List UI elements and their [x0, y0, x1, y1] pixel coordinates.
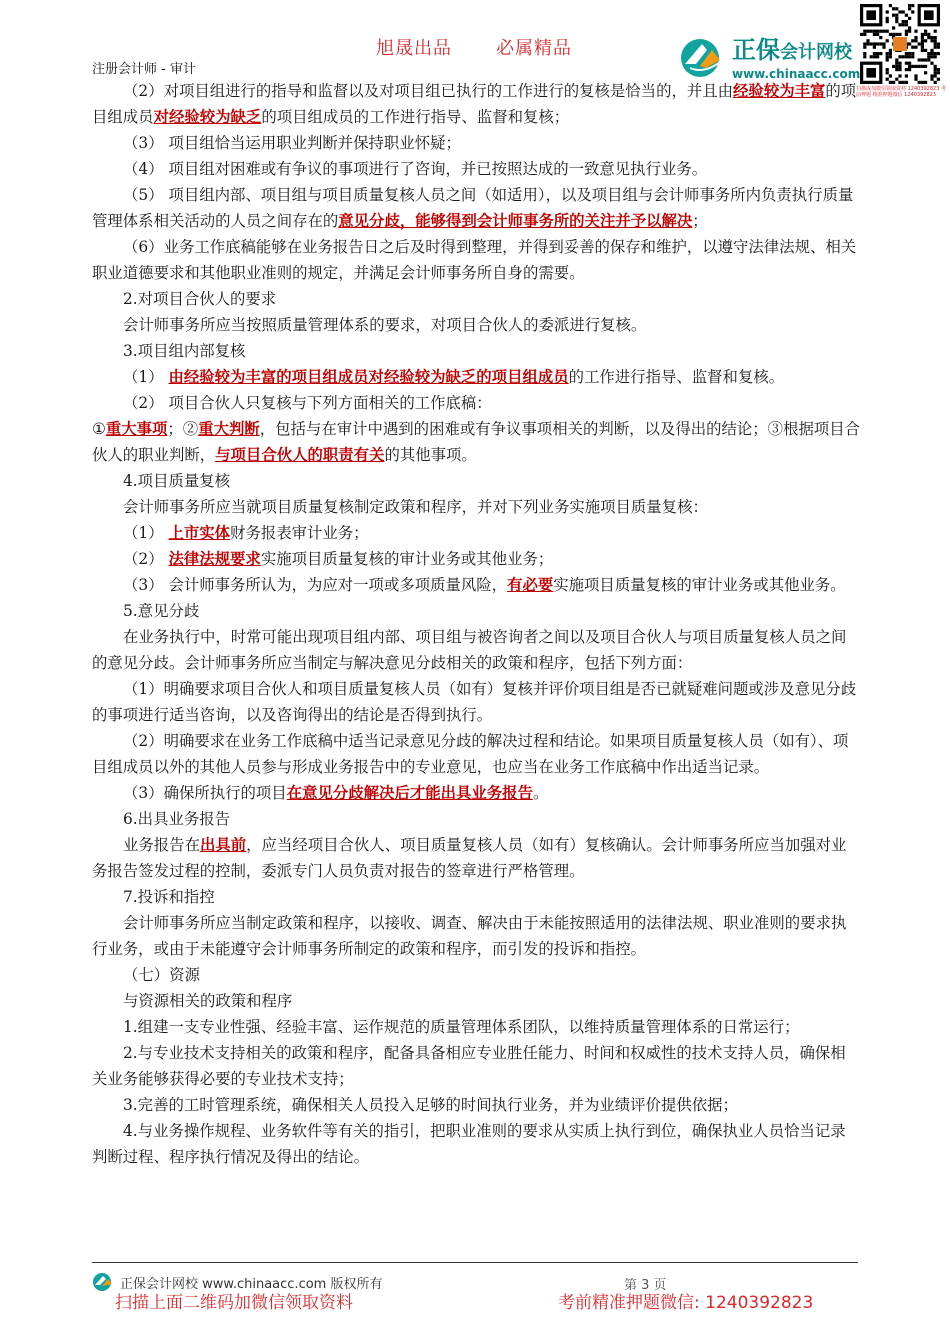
paragraph [92, 416, 860, 468]
text-run: 会计师事务所应当制定政策和程序，以接收、调查、解决由于未能按照适用的法律法规、职业准则的要求执行业务，或由于未能遵守会计师事务所制定的政策和程序，而引发的投诉和指控。 [92, 914, 847, 958]
text-run: 会计师事务所应当就项目质量复核制定政策和程序，并对下列业务实施项目质量复核： [123, 498, 708, 516]
highlighted-term: 在意见分歧解决后才能出具业务报告 [286, 784, 533, 802]
text-run: （3）确保所执行的项目 [123, 784, 287, 802]
text-run: 财务报表审计业务； [230, 524, 369, 542]
highlighted-term: 重大判断 [198, 420, 260, 438]
paragraph [92, 520, 860, 546]
text-run: 6.出具业务报告 [123, 810, 231, 828]
highlighted-term: 与项目合伙人的职责有关 [215, 446, 385, 464]
paragraph [92, 988, 860, 1014]
paragraph [92, 312, 860, 338]
text-run: 3.完善的工时管理系统，确保相关人员投入足够的时间执行业务，并为业绩评价提供依据； [123, 1096, 738, 1114]
text-run: （4） 项目组对困难或有争议的事项进行了咨询，并已按照达成的一致意见执行业务。 [123, 160, 708, 178]
text-run: （1） [123, 524, 169, 542]
footer-logo-icon [92, 1272, 114, 1292]
text-run: （5） 项目组内部、项目组与项目质量复核人员之间（如适用），以及项目组与会计师事务所内负责执行质量管理体系相关活动的人员之间存在的 [92, 186, 854, 230]
text-run: 实施项目质量复核的审计业务或其他业务。 [553, 576, 846, 594]
paragraph [92, 494, 860, 520]
text-run: （1） [123, 368, 169, 386]
banner-left: 旭晟出品 [376, 38, 452, 59]
page-number: 第 3 页 [624, 1278, 667, 1293]
text-run: ； [692, 212, 708, 230]
highlighted-term: 对经验较为缺乏 [153, 108, 262, 126]
text-run: 2.与专业技术支持相关的政策和程序，配备具备相应专业胜任能力、时间和权威性的技术支持人员，确保相关业务能够获得必要的专业技术支持； [92, 1044, 846, 1088]
text-run: ；② [167, 420, 199, 438]
paragraph [92, 1040, 860, 1092]
text-run: 实施项目质量复核的审计业务或其他业务； [260, 550, 554, 568]
paragraph [92, 910, 860, 962]
footer-copyright: 正保会计网校 www.chinaacc.com 版权所有 [120, 1276, 383, 1292]
highlighted-term: 经验较为丰富 [733, 82, 826, 100]
paragraph [92, 156, 860, 182]
paragraph [92, 1014, 860, 1040]
text-run: 的工作进行指导、监督和复核。 [568, 368, 785, 386]
text-run: ① [92, 420, 106, 438]
text-run: ，应当经项目合伙人、项目质量复核人员（如有）复核确认。会计师事务所应当加强对业务报告签发过程的控制，委派专门人员负责对报告的签章进行严格管理。 [92, 836, 847, 880]
paragraph [92, 884, 860, 910]
text-run: 3.项目组内部复核 [123, 342, 246, 360]
paragraph [92, 676, 860, 728]
text-run: 的项目组成员的工作进行指导、监督和复核； [261, 108, 570, 126]
paragraph [92, 598, 860, 624]
logo-name-big: 正保 [732, 36, 780, 64]
text-run: （3） 会计师事务所认为，为应对一项或多项质量风险， [123, 576, 508, 594]
highlighted-term: 意见分歧，能够得到会计师事务所的关注并予以解决 [338, 212, 693, 230]
banner-right: 必属精品 [496, 38, 572, 59]
text-run: （3） 项目组恰当运用职业判断并保持职业怀疑； [123, 134, 461, 152]
text-run: （2） [123, 550, 169, 568]
text-run: 4.与业务操作规程、业务软件等有关的指引，把职业准则的要求从实质上执行到位，确保执业人员恰当记录判断过程、程序执行情况及得出的结论。 [92, 1122, 846, 1166]
document-body [92, 78, 860, 1170]
course-title: 注册会计师 - 审计 [92, 62, 196, 77]
text-run: （2）对项目组进行的指导和监督以及对项目组已执行的工作进行的复核是恰当的，并且由 [123, 82, 734, 100]
paragraph [92, 286, 860, 312]
text-run: 的项目组成员 [92, 82, 857, 126]
paragraph [92, 962, 860, 988]
text-run: （七）资源 [123, 966, 200, 984]
paragraph [92, 546, 860, 572]
paragraph [92, 572, 860, 598]
paragraph [92, 728, 860, 780]
paragraph [92, 1092, 860, 1118]
logo-url: www.chinaacc.com [732, 67, 861, 81]
highlighted-term: 有必要 [507, 576, 554, 594]
paragraph [92, 1118, 860, 1170]
text-run: 5.意见分歧 [123, 602, 200, 620]
promo-right: 考前精准押题微信: 1240392823 [558, 1293, 814, 1313]
paragraph [92, 806, 860, 832]
paragraph [92, 234, 860, 286]
highlighted-term: 法律法规要求 [168, 550, 261, 568]
text-run: 7.投诉和指控 [123, 888, 215, 906]
logo-name-small: 会计网校 [780, 42, 852, 63]
highlighted-term: 由经验较为丰富的项目组成员对经验较为缺乏的项目组成员 [168, 368, 569, 386]
promo-left: 扫描上面二维码加微信领取资料 [115, 1293, 353, 1313]
qr-code-icon [860, 4, 940, 84]
text-run: 与资源相关的政策和程序 [123, 992, 293, 1010]
text-run: （2） 项目合伙人只复核与下列方面相关的工作底稿： [123, 394, 492, 412]
text-run: 。 [532, 784, 549, 802]
text-run: 的其他事项。 [384, 446, 477, 464]
text-run: 在业务执行中，时常可能出现项目组内部、项目组与被咨询者之间以及项目合伙人与项目质量复核人员之间的意见分歧。会计师事务所应当制定与解决意见分歧相关的政策和程序，包括下列方面： [92, 628, 847, 672]
footer-divider [92, 1262, 858, 1263]
highlighted-term: 出具前 [199, 836, 247, 854]
paragraph [92, 78, 860, 130]
highlighted-term: 上市实体 [168, 524, 231, 542]
paragraph [92, 182, 860, 234]
text-run: 4.项目质量复核 [123, 472, 231, 490]
paragraph [92, 832, 860, 884]
top-banner [376, 34, 572, 60]
text-run: 1.组建一支专业性强、经验丰富、运作规范的质量管理体系团队，以维持质量管理体系的日常运行； [123, 1018, 800, 1036]
highlighted-term: 重大事项 [105, 420, 168, 438]
paragraph [92, 364, 860, 390]
chinaacc-logo [676, 30, 860, 81]
text-run: 业务报告在 [123, 836, 200, 854]
text-run: （2）明确要求在业务工作底稿中适当记录意见分歧的解决过程和结论。如果项目质量复核人员（如有）、项目组成员以外的其他人员参与形成业务报告中的专业意见，也应当在业务工作底稿中作出适当记录。 [92, 732, 849, 776]
paragraph [92, 468, 860, 494]
text-run: 会计师事务所应当按照质量管理体系的要求，对项目合伙人的委派进行复核。 [123, 316, 647, 334]
qr-caption: 扫描或加微信领取资料 1240392823 考前押题 精准押题微信 1240392823 [856, 86, 946, 98]
paragraph [92, 130, 860, 156]
paragraph [92, 390, 860, 416]
paragraph [92, 624, 860, 676]
logo-mark-icon [676, 34, 728, 78]
paragraph [92, 780, 860, 806]
text-run: （6）业务工作底稿能够在业务报告日之后及时得到整理，并得到妥善的保存和维护，以遵守法律法规、相关职业道德要求和其他职业准则的规定，并满足会计师事务所自身的需要。 [92, 238, 857, 282]
text-run: ，包括与在审计中遇到的困难或有争议事项相关的判断，以及得出的结论；③根据项目合伙人的职业判断， [92, 420, 861, 464]
paragraph [92, 338, 860, 364]
text-run: （1）明确要求项目合伙人和项目质量复核人员（如有）复核并评价项目组是否已就疑难问题或涉及意见分歧的事项进行适当咨询，以及咨询得出的结论是否得到执行。 [92, 680, 857, 724]
text-run: 2.对项目合伙人的要求 [123, 290, 277, 308]
